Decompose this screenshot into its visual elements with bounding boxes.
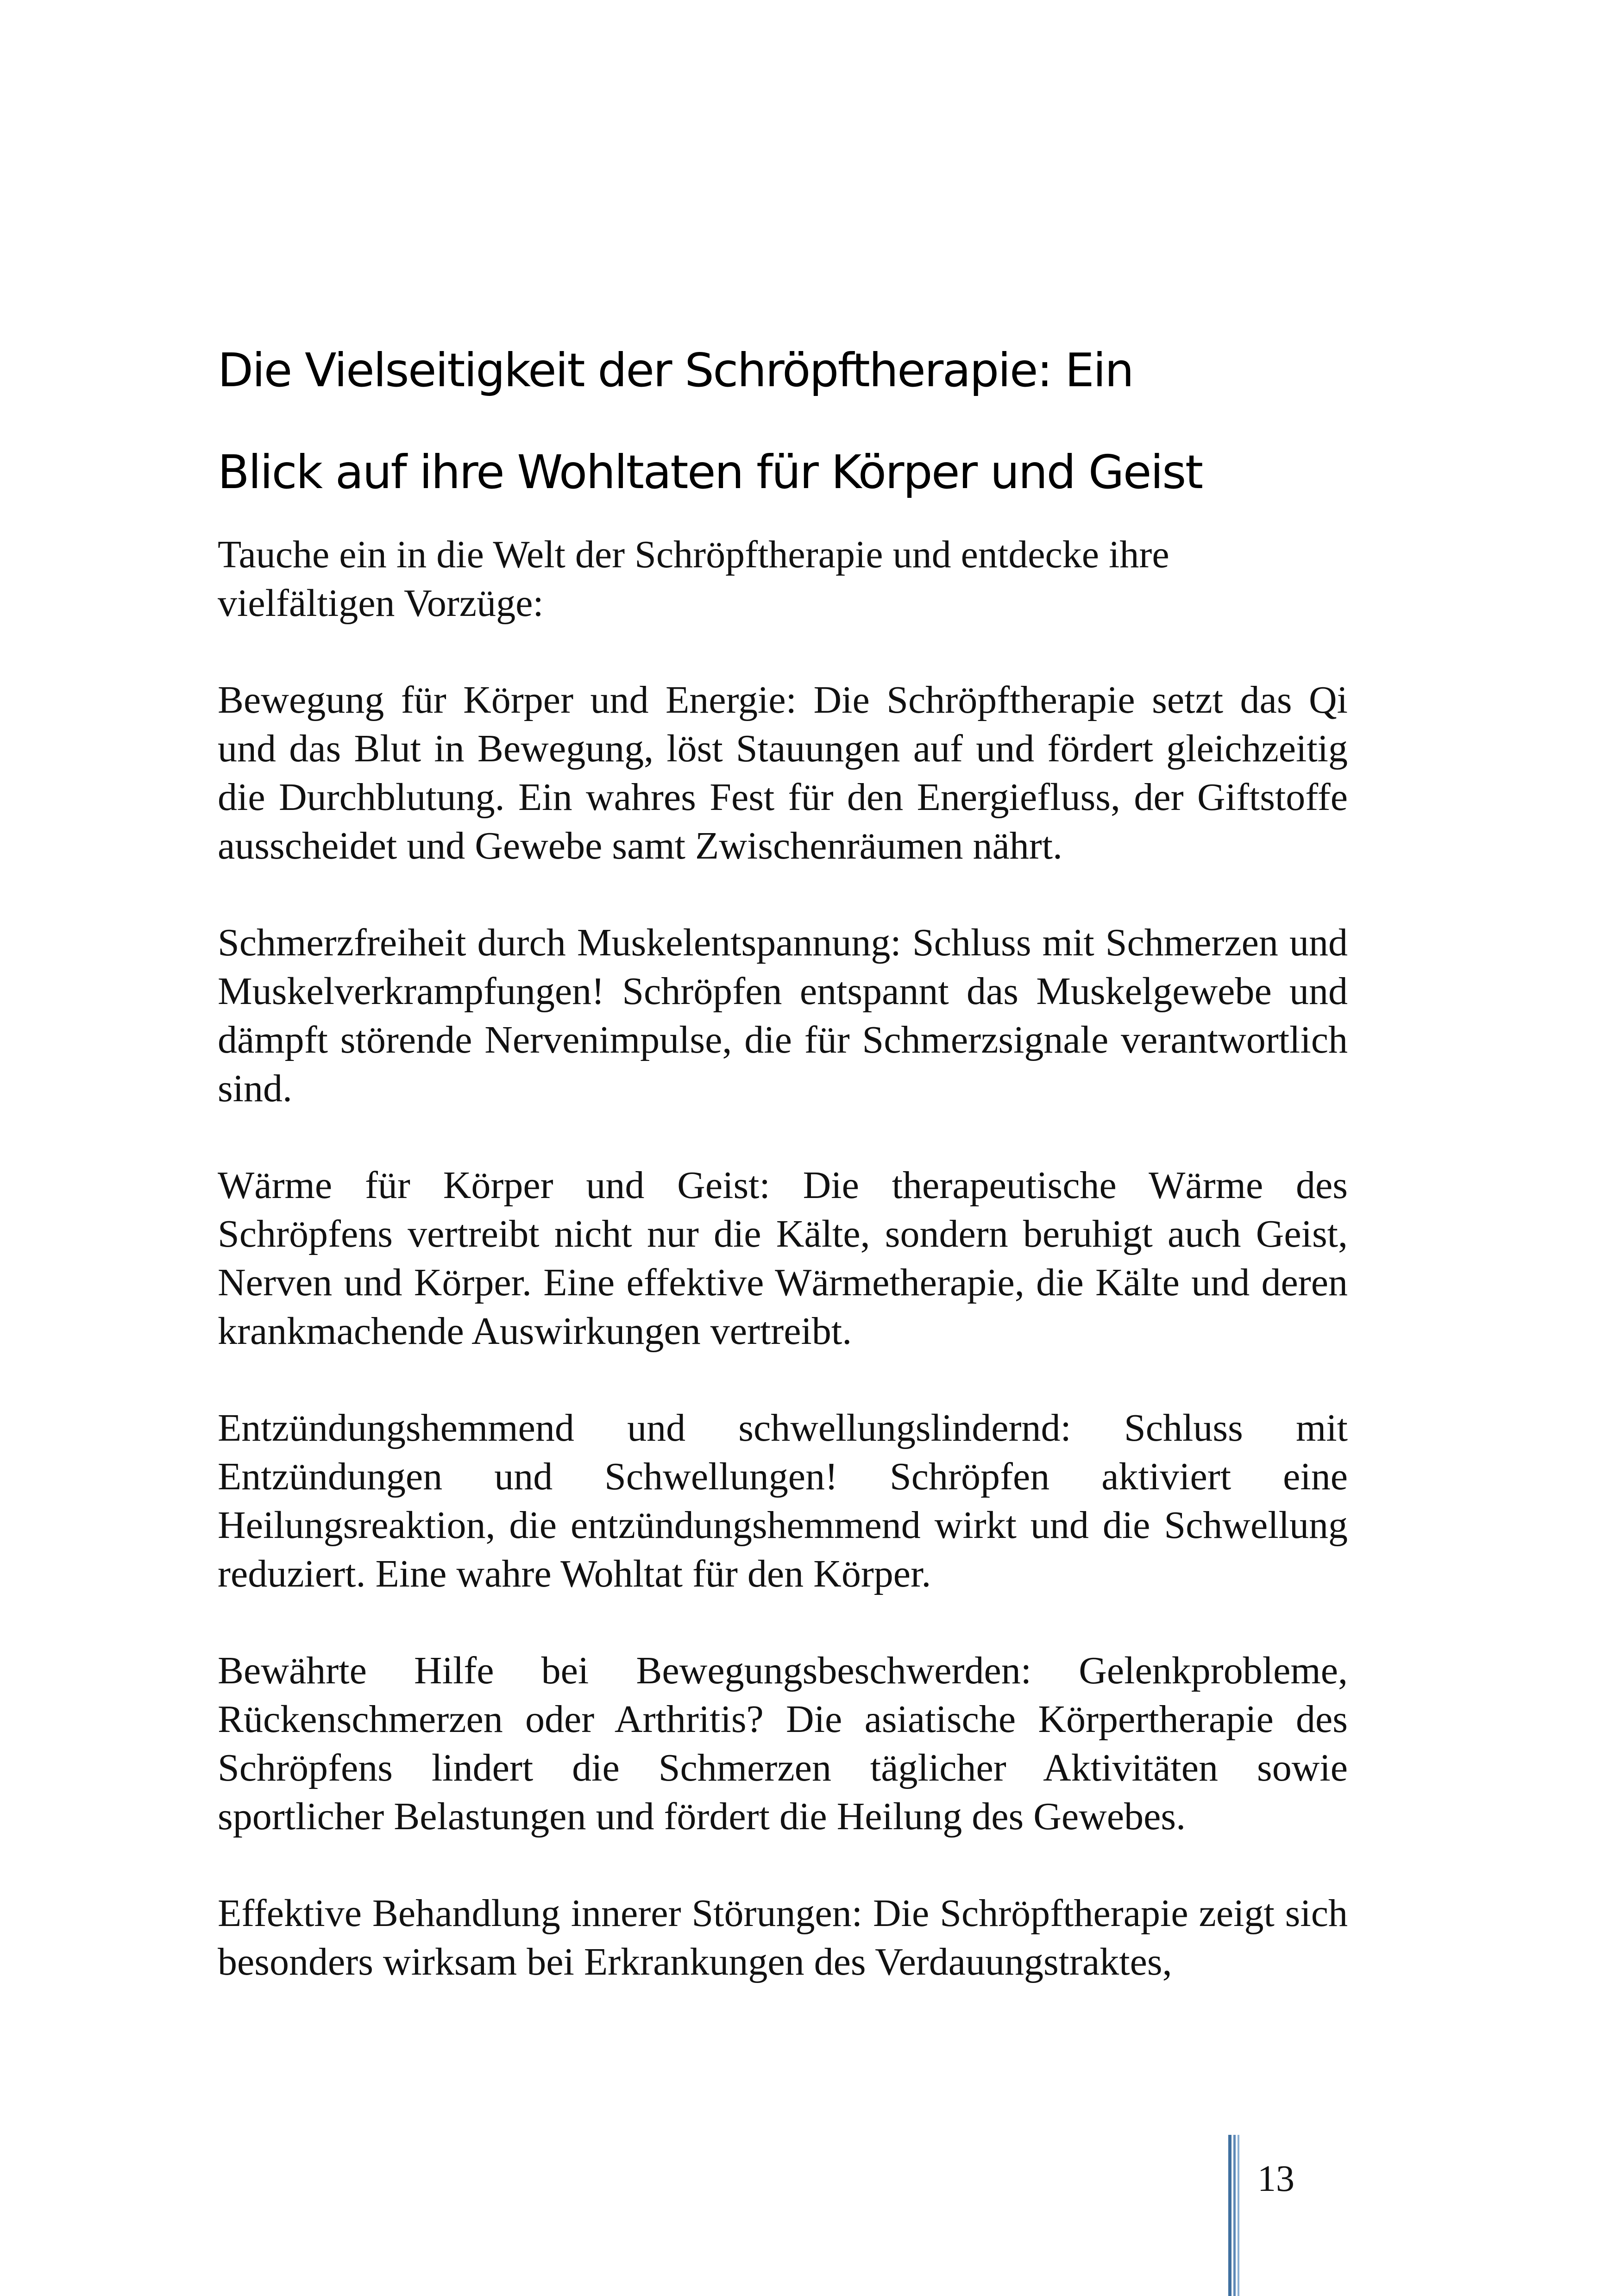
paragraph-pain-relief: Schmerzfreiheit durch Muskelentspannung: Schluss mit Schmerzen und Muskelverkrampfungen! Schröpfen entspannt das Muskelgewebe und dämpft störende Nervenimpulse, die für Schmerzsignale verantwortlich sind. [218, 921, 1348, 1110]
paragraph-movement-complaints: Bewährte Hilfe bei Bewegungsbeschwerden: Gelenkprobleme, Rückenschmerzen oder Arthritis? Die asiatische Körpertherapie des Schröpfens lindert die Schmerzen täglicher Aktivitäten sowie sportlicher Belastungen und fördert die Heilung des Gewebes. [218, 1649, 1348, 1838]
paragraph-warmth: Wärme für Körper und Geist: Die therapeutische Wärme des Schröpfens vertreibt nicht nur die Kälte, sondern beruhigt auch Geist, Nerven und Körper. Eine effektive Wärmetherapie, die Kälte und deren krankmachende Auswirkungen vertreibt. [218, 1164, 1348, 1353]
chapter-heading-line-1: Die Vielseitigkeit der Schröpftherapie: Ein [218, 343, 1133, 397]
paragraph-internal-disorders: Effektive Behandlung innerer Störungen: Die Schröpftherapie zeigt sich besonders wirksam bei Erkrankungen des Verdauungstraktes, [218, 1892, 1348, 1983]
page-number-rule [1228, 2135, 1240, 2296]
chapter-heading-line-2: Blick auf ihre Wohltaten für Körper und Geist [218, 445, 1202, 499]
paragraph-anti-inflammatory: Entzündungshemmend und schwellungslindernd: Schluss mit Entzündungen und Schwellungen! Schröpfen aktiviert eine Heilungsreaktion, die entzündungshemmend wirkt und die Schwellung reduziert. Eine wahre Wohltat für den Körper. [218, 1406, 1348, 1595]
body-text [218, 530, 1348, 1986]
intro-paragraph: Tauche ein in die Welt der Schröpftherapie und entdecke ihre vielfältigen Vorzüge: [218, 533, 1169, 625]
paragraph-energy: Bewegung für Körper und Energie: Die Schröpftherapie setzt das Qi und das Blut in Bewegung, löst Stauungen auf und fördert gleichzeitig die Durchblutung. Ein wahres Fest für den Energiefluss, der Giftstoffe ausscheidet und Gewebe samt Zwischenräumen nährt. [218, 678, 1348, 867]
page-number: 13 [1257, 2158, 1294, 2199]
chapter-heading [218, 320, 1422, 523]
